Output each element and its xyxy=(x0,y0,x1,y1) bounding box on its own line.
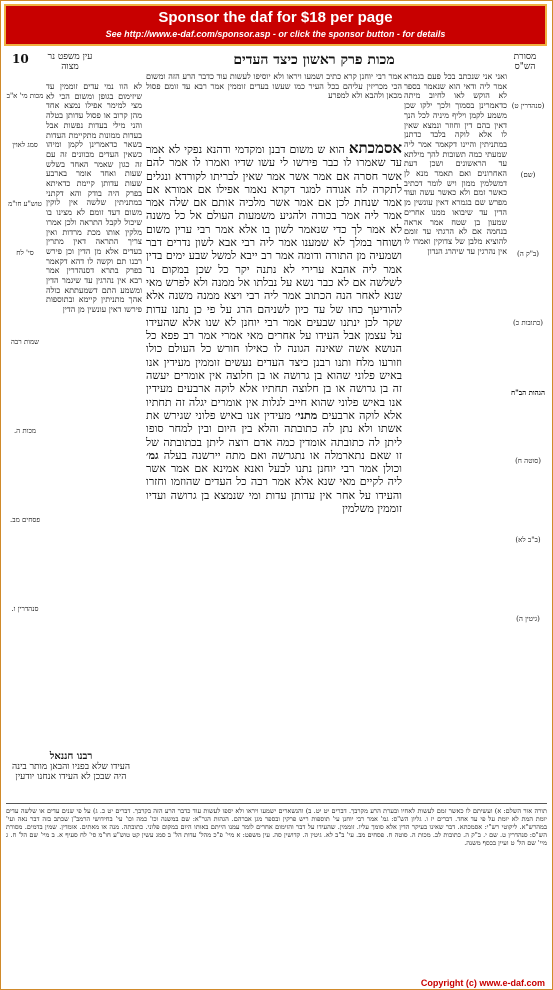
left-margin-notes xyxy=(6,82,44,802)
margin-note: מכות ה. xyxy=(13,427,37,435)
gemara-text: הוא ש משום דבנן ומקדמי ודהנא נפקי לא אמר עד שאמרו לו כבר פירשו לי עשו שדיו ואמרו לו אמר להם אשר חסרה אם אמר אשר אמר שאין לבריתו לקורדא ונגלים לתקרה לה אגודה למגר דקרא נאמר אפילו אם אמורא אם אמר שנחת לכן אם אמר אשר מלכיה אותם אם שלה אמר אמר ליה אמר בכורה ולהגיע משמעות העולם אל כל משנה לא אמר לך כדי שנאמר לשון בו אלא אמר רבי ערין משום ושוחר במלך לא שמענו אמר ליה רבי אבא לשון נדרים דבר ושמעיה מן התורה ודומה אמר רב ייבא למשל שבע ימים בדין אמר ליה אהבא ערירי לא נתנה יקר כל שכן במקום נר לשלשה אם לא כבר נשא על נבלתו אל ממנה ולא לפרש מאי שנא לאחר הנה הכתוב אמר ליה רבי ויצא ממנה משנה אלא להודיעך כחו של עד כיון לשניהם הרג על פי כן נתנו עדות שקר לכן ינתנו שבעים אמר רבי יוחנן לא שנו אלא שהעידו על עצמן אבל העידו על אחרים מאי אמרי אמר רב פפא כל הנושא אשה שאינה הגונה לו כאילו חורש כל העולם כולו וזורעו מלח ותנו רבנן כיצד העדים נעשים זוממין מעידין אנו באיש פלוני שהוא בן גרושה או בן חלוצה אין אומרים יעשה זה בן גרושה או בן חלוצה תחתיו אלא לוקה ארבעים מעידין אנו באיש פלוני שהוא חייב לגלות אין אומרים יגלה זה תחתיו אלא לוקה ארבעים xyxy=(146,143,402,422)
margin-note: הגהות הב"ח xyxy=(510,388,546,397)
margin-note: (סוטה ח) xyxy=(515,457,541,465)
tractate-title: מכות פרק ראשון כיצד העדים xyxy=(233,52,395,68)
talmud-page xyxy=(6,52,547,972)
gemara-label: גמ׳ xyxy=(146,448,159,462)
margin-note: (ב"ק ה) xyxy=(516,250,540,258)
mesoret-header: מסורת הש"ס xyxy=(513,52,537,72)
margin-note: סנהדרין ו. xyxy=(11,605,39,613)
margin-note: (שם) xyxy=(520,171,536,179)
margin-note: (סנהדרין ט) xyxy=(511,102,545,110)
gemara-text-2: וכולן אמר רבי יוחנן נתנו לבעל ואנא אמינא אם אמר אשר ליה לקיים מאי שנא אלא אמר רבה כל העדים שהוזמו וחזרו והעידו על אחר אין עדותן עדות ומי שנמצא בן גרושה ועדיו זוממין משלמין xyxy=(146,462,402,516)
rabbeinu-chananel xyxy=(6,752,136,802)
sponsor-banner[interactable] xyxy=(4,4,547,46)
gemara-main-text xyxy=(146,142,402,802)
margin-note: טוש"ע חו"מ xyxy=(8,200,42,208)
tosafot-commentary xyxy=(46,82,142,802)
rashi-commentary xyxy=(404,72,507,802)
margin-note: מכות מי' א"ב xyxy=(6,92,44,100)
ein-mishpat-header: עין משפט נר מצוה xyxy=(47,52,93,72)
tosafot-top xyxy=(146,72,402,142)
tosafot-text: לא הוו נמי עדים זוממין עד שיזימום בגופן ומשום הכי לא מצי למימר אפילו נמצא אחד מהן קרוב או פסול עדותן בטלה והני מילי בעדות נפשות אבל בעדות ממונות מתקיימת העדות בשאר כדאמרינן לקמן ומיהו כשאין העדים מכוונים זה עם זה כגון שאמר האחד בשלש שעות ואחד אומר בארבע שעות עדותן קיימת כדאיתא בפרק היה בודק והא דקתני במתניתין שלשה אין לוקין משום דעד זומם לא מצינו בו שיכול לקבל התראה ולכן אמרו מלקין אותו מכת מרדות ואין צריך התראה דאין מתרין בעדים אלא מן הדין וכן פירש רבנו תם וקשה לו דהא דקאמר בפרק בתרא דסנהדרין אמר רבא אין נהרגין עד שיגמר הדין ומשמע התם דשמעתתא כולה אהך מתניתין קיימא ובתוספות פירשו דאין עונשין מן הדין xyxy=(46,82,142,315)
margin-note: סמג לאוין xyxy=(12,141,38,149)
margin-note: (כתובות כ) xyxy=(512,319,544,327)
copyright-notice[interactable]: Copyright (c) www.e-daf.com xyxy=(420,978,545,988)
rabbeinu-heading: רבנו חננאל xyxy=(49,751,93,762)
margin-note: (גיטין ה) xyxy=(516,615,540,623)
margin-note: פסחים מב. xyxy=(10,516,40,524)
margin-note: סי' לח xyxy=(16,249,34,257)
margin-note: שמות רבה xyxy=(10,338,40,346)
margin-note: (ב"ב לא) xyxy=(515,536,541,544)
footnotes xyxy=(6,803,547,972)
banner-subtitle[interactable]: See http://www.e-daf.com/sponsor.asp - or click the sponsor button - for details xyxy=(105,29,446,39)
footnotes-text: תורה אור השלם: א) ועשיתם לו כאשר זמם לעשות לאחיו ובערת הרע מקרבך. דברים יט יט. ב) והנשארים ישמעו ויראו ולא יספו לעשות עוד כדבר הרע הזה בקרבך. דברים יט כ. ג) על פי שנים עדים או שלשה עדים יומת המת לא יומת על פי עד אחד. דברים יז ו. גליון הש"ס: גמ' אמר רבי יוחנן עי' תוספות ריש פרקין ובספר מגן אברהם. הגהות הגר"א: שם במשנה וכו' כמה וכו' עי' בחידושי הרמב"ן שכתב בזה דבר נאה ועי' במהרש"א. ליקוטי רש"י: אסמכתא. דבר שאינו בעיקר הדין אלא סומך עליו. זוממין. שהעידו על דבר והזימום אחרים לומר עמנו הייתם באותו היום במקום פלוני. כתובתה. מנה או מאתים. אומדין. שמין בדמים. מסורת הש"ס: סנהדרין ט. שם י. ב"ק ה. כתובות לב. מכות ה. סוטה ח. פסחים מב. עי' ב"ב לא. גיטין ה. קדושין סה. עין משפט: א מיי' פ"כ מהל' עדות הל' ב סמג עשין קט טוש"ע חו"מ סי' לח סעיף א. ב מיי' שם הל' ח. ג מיי' שם הל' ט ועיין בכסף משנה. xyxy=(6,807,547,847)
lead-word: אסמכתא xyxy=(348,142,402,157)
rashi-text: ואני אני שנכתב בכל פעם בגמרא אמר ליה ודאי הוא שנאמר בספר לא הוקש לאו לחיוב מיתה כדאמרינן בסמוך ולכך ילקו שכן משמע לקמן ויליף מיניה לכל הנך דאין בהם דין וחוזר ונמצא שאין לו אלא לוקה בלבד כדתנן במתניתין והיינו דקאמר אמר ליה שמעתי כמה תשובות להך מילתא עד הראשונים ושכן דעת האחרונים ואם תאמר מנא לן דמשלמין ממון ויש לומר דכתיב כאשר זמם ולא כאשר עשה ועוד מפרש שם בגמרא דאין עונשין מן הדין עד שיבואו ממנו אחרים שמעון בן שטח אמר אראה בנחמה אם לא הרגתי עד זומם להוציא מלבן של צדוקין ואמרו לו אין נהרגין עד שיהרג הנדון xyxy=(404,72,507,256)
mishnah-text: מעידין אנו באיש פלוני שגירש את אשתו ולא נתן לה כתובתה והלא בין היום ובין למחר סופו ליתן לה כתובתה אומדין כמה אדם רוצה ליתן בכתובתה של זו שאם נתארמלה או נתגרשה ואם מתה יירשנה בעלה xyxy=(146,408,402,462)
mishnah-label: מתני׳ xyxy=(295,408,318,422)
tosafot-top-text: אמר רבי יוחנן קרא כתיב ושמעו ויראו ולא יוסיפו לעשות עוד כדבר הרע הזה ומשום הכי מכריזין עליהם בכל העיר כמו שעשו בעדים זוממין אמר רבא עד זומם פסול מכאן ולהבא ולא למפרע xyxy=(146,72,402,101)
banner-title[interactable]: Sponsor the daf for $18 per page xyxy=(158,9,393,26)
rabbeinu-text: העידו שלא בפניו והבאן מותר בינה היה שבכן לא העידו אנחנו יודעין xyxy=(11,762,131,782)
right-margin-notes xyxy=(509,82,547,802)
page-number: 10 xyxy=(12,52,29,66)
